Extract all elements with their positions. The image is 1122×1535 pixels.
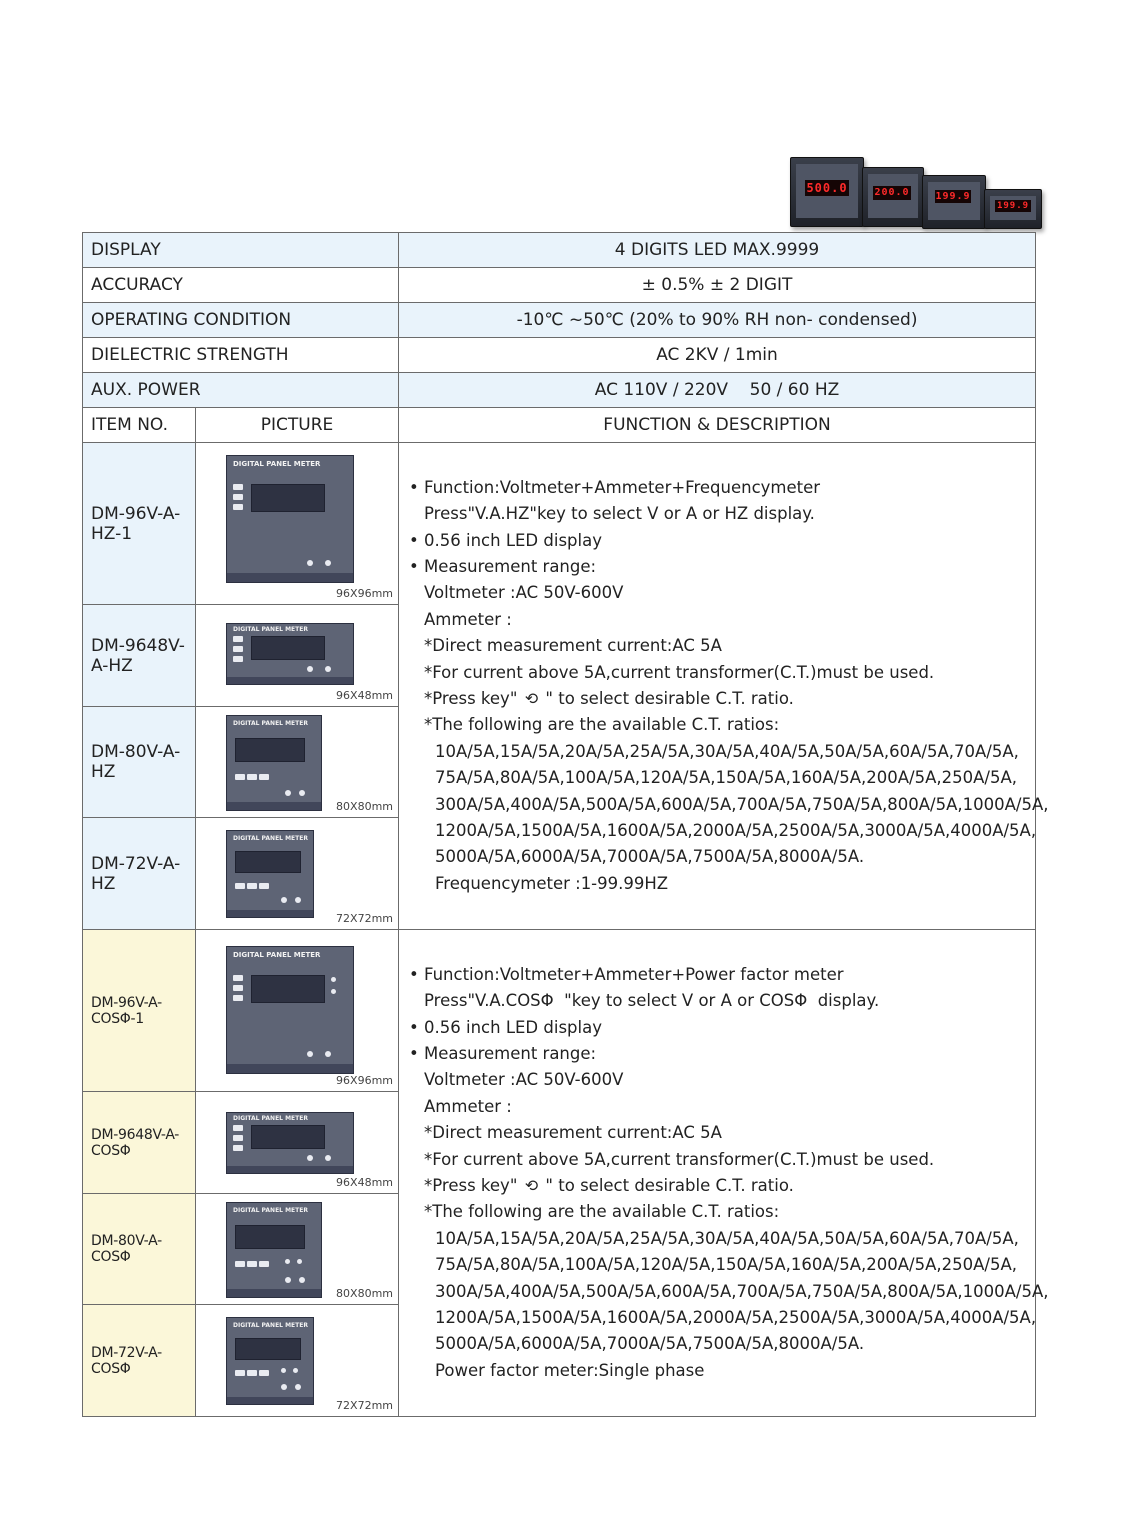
header-function: FUNCTION & DESCRIPTION: [399, 408, 1036, 443]
panel-meter-image: DIGITAL PANEL METER: [226, 623, 354, 685]
specification-table: [82, 232, 1049, 1417]
function-description: [399, 443, 1049, 930]
header-picture: PICTURE: [196, 408, 399, 443]
table-row: [83, 930, 1036, 1092]
desc-function: • Function:Voltmeter+Ammeter+Power factor meter: [407, 962, 1035, 988]
desc-ratios: 300A/5A,400A/5A,500A/5A,600A/5A,700A/5A,750A/5A,800A/5A,1000A/5A,: [435, 1281, 1049, 1301]
desc-ratios: 300A/5A,400A/5A,500A/5A,600A/5A,700A/5A,750A/5A,800A/5A,1000A/5A,: [435, 794, 1049, 814]
meter-readout: 199.9: [935, 191, 971, 202]
desc-last: Power factor meter:Single phase: [435, 1360, 705, 1380]
spec-value: ± 0.5% ± 2 DIGIT: [399, 268, 1036, 303]
function-description: [399, 930, 1049, 1417]
meter-readout: 500.0: [806, 181, 848, 195]
meter-readout: 200.0: [874, 187, 910, 198]
spec-label: DIELECTRIC STRENGTH: [83, 338, 399, 373]
spec-label: DISPLAY: [83, 233, 399, 268]
spec-value: -10℃ ~50℃ (20% to 90% RH non- condensed): [399, 303, 1036, 338]
size-label: 80X80mm: [336, 1287, 394, 1300]
panel-meter-image: DIGITAL PANEL METER: [226, 455, 354, 583]
desc-range: • Measurement range:: [407, 554, 1035, 580]
desc-ct: *For current above 5A,current transformer(C.T.)must be used.: [424, 662, 935, 682]
panel-meter-image: DIGITAL PANEL METER: [226, 830, 314, 918]
spec-label: OPERATING CONDITION: [83, 303, 399, 338]
product-picture-cell: [196, 1194, 399, 1305]
product-picture-cell: [196, 707, 399, 818]
item-number: DM-72V-A-COSΦ: [83, 1305, 196, 1417]
desc-press-key: *Press key" ⟲ " to select desirable C.T. ratio.: [407, 1173, 1035, 1199]
table-row: [83, 443, 1036, 605]
item-number: DM-96V-A-COSΦ-1: [83, 930, 196, 1092]
desc-voltmeter: Voltmeter :AC 50V-600V: [424, 583, 624, 603]
desc-ratios: 75A/5A,80A/5A,100A/5A,120A/5A,150A/5A,160A/5A,200A/5A,250A/5A,: [435, 1255, 1017, 1275]
size-label: 96X48mm: [336, 689, 394, 702]
product-picture-cell: [196, 1305, 399, 1417]
spec-row-accuracy: [83, 268, 1036, 303]
meter-96x96: [790, 157, 864, 227]
desc-ratios: 1200A/5A,1500A/5A,1600A/5A,2000A/5A,2500A/5A,3000A/5A,4000A/5A,: [435, 1308, 1037, 1328]
size-label: 72X72mm: [336, 912, 394, 925]
product-picture-cell: [196, 1092, 399, 1194]
product-picture-cell: [196, 818, 399, 930]
digital-panel-meters-photo: [788, 155, 1044, 229]
spec-label: AUX. POWER: [83, 373, 399, 408]
item-number: DM-96V-A-HZ-1: [83, 443, 196, 605]
desc-led: • 0.56 inch LED display: [407, 528, 1035, 554]
desc-press: Press"V.A.HZ"key to select V or A or HZ display.: [424, 504, 815, 524]
meter-80x80: [922, 175, 986, 229]
desc-function: • Function:Voltmeter+Ammeter+Frequencymeter: [407, 475, 1035, 501]
product-picture-cell: [196, 930, 399, 1092]
spec-row-operating-condition: [83, 303, 1036, 338]
desc-direct: *Direct measurement current:AC 5A: [424, 1123, 722, 1143]
table-header-row: [83, 408, 1036, 443]
desc-ratios: 10A/5A,15A/5A,20A/5A,25A/5A,30A/5A,40A/5A,50A/5A,60A/5A,70A/5A,: [435, 741, 1019, 761]
product-picture-cell: [196, 443, 399, 605]
panel-meter-image: DIGITAL PANEL METER: [226, 1317, 314, 1405]
rotate-key-icon: ⟲: [524, 689, 539, 708]
desc-range: • Measurement range:: [407, 1041, 1035, 1067]
size-label: 72X72mm: [336, 1399, 394, 1412]
item-number: DM-80V-A-HZ: [83, 707, 196, 818]
spec-value: AC 2KV / 1min: [399, 338, 1036, 373]
desc-ratios: 10A/5A,15A/5A,20A/5A,25A/5A,30A/5A,40A/5A,50A/5A,60A/5A,70A/5A,: [435, 1228, 1019, 1248]
desc-ratios: 1200A/5A,1500A/5A,1600A/5A,2000A/5A,2500A/5A,3000A/5A,4000A/5A,: [435, 821, 1037, 841]
spec-row-display: [83, 233, 1036, 268]
desc-led: • 0.56 inch LED display: [407, 1015, 1035, 1041]
desc-ct: *For current above 5A,current transformer(C.T.)must be used.: [424, 1149, 935, 1169]
desc-last: Frequencymeter :1-99.99HZ: [435, 873, 669, 893]
desc-press-key: *Press key" ⟲ " to select desirable C.T. ratio.: [407, 686, 1035, 712]
desc-ratios: 5000A/5A,6000A/5A,7000A/5A,7500A/5A,8000A/5A.: [435, 847, 865, 867]
header-item-no: ITEM NO.: [83, 408, 196, 443]
product-picture-cell: [196, 605, 399, 707]
panel-meter-image: DIGITAL PANEL METER: [226, 715, 322, 811]
desc-following: *The following are the available C.T. ratios:: [424, 715, 780, 735]
panel-meter-image: DIGITAL PANEL METER: [226, 1202, 322, 1298]
size-label: 96X96mm: [336, 1074, 394, 1087]
rotate-key-icon: ⟲: [524, 1176, 539, 1195]
meter-readout: 199.9: [996, 201, 1030, 211]
spec-row-aux-power: [83, 373, 1036, 408]
meter-96x48: [862, 167, 924, 227]
size-label: 96X48mm: [336, 1176, 394, 1189]
spec-row-dielectric-strength: [83, 338, 1036, 373]
desc-following: *The following are the available C.T. ratios:: [424, 1202, 780, 1222]
meter-72x72: [984, 189, 1042, 229]
desc-voltmeter: Voltmeter :AC 50V-600V: [424, 1070, 624, 1090]
spec-label: ACCURACY: [83, 268, 399, 303]
item-number: DM-9648V-A-COSΦ: [83, 1092, 196, 1194]
desc-ratios: 75A/5A,80A/5A,100A/5A,120A/5A,150A/5A,160A/5A,200A/5A,250A/5A,: [435, 768, 1017, 788]
spec-value: AC 110V / 220V 50 / 60 HZ: [399, 373, 1036, 408]
size-label: 96X96mm: [336, 587, 394, 600]
desc-direct: *Direct measurement current:AC 5A: [424, 636, 722, 656]
item-number: DM-72V-A-HZ: [83, 818, 196, 930]
desc-ratios: 5000A/5A,6000A/5A,7000A/5A,7500A/5A,8000A/5A.: [435, 1334, 865, 1354]
panel-meter-image: DIGITAL PANEL METER: [226, 1112, 354, 1174]
item-number: DM-9648V-A-HZ: [83, 605, 196, 707]
desc-ammeter: Ammeter :: [424, 609, 512, 629]
size-label: 80X80mm: [336, 800, 394, 813]
panel-meter-image: DIGITAL PANEL METER: [226, 946, 354, 1074]
desc-ammeter: Ammeter :: [424, 1096, 512, 1116]
item-number: DM-80V-A-COSΦ: [83, 1194, 196, 1305]
spec-value: 4 DIGITS LED MAX.9999: [399, 233, 1036, 268]
desc-press: Press"V.A.COSΦ "key to select V or A or COSΦ display.: [424, 991, 880, 1011]
